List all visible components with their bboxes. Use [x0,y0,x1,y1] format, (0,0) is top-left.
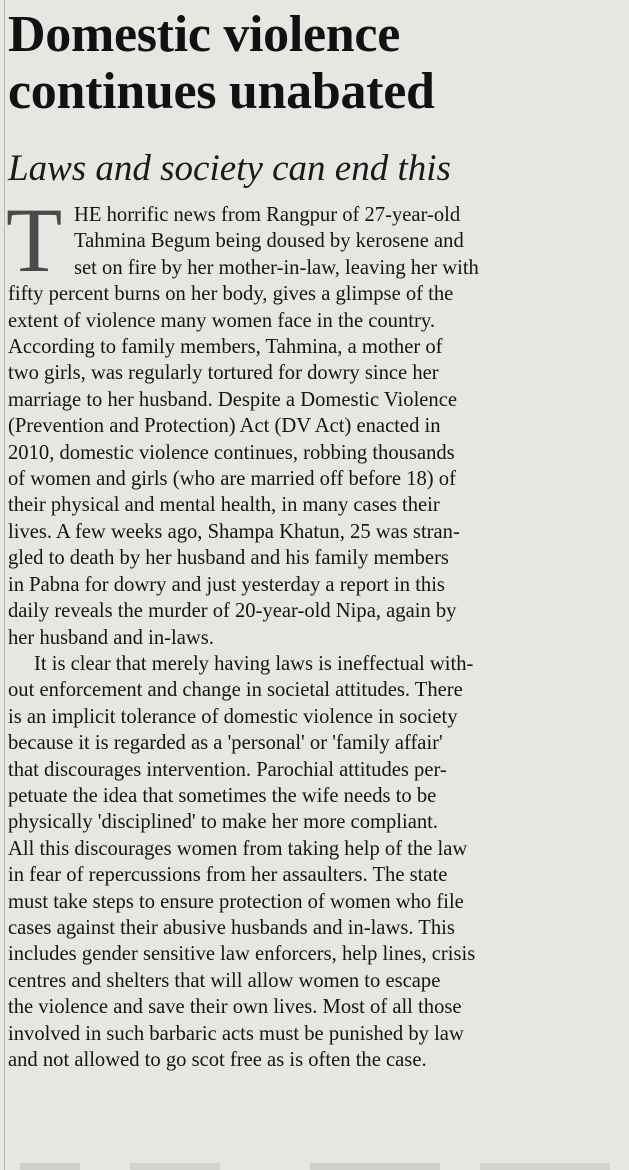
dropcap-block [6,189,620,291]
drop-cap: T [6,189,63,291]
article-body [6,189,620,1073]
standfirst: Laws and society can end this [8,148,451,189]
text-line: the violence and save their own lives. Most of all those [8,996,462,1019]
paragraph-1 [6,189,620,651]
text-line: fifty percent burns on her body, gives a glimpse of the [8,283,454,306]
headline-line: continues unabated [8,63,435,120]
text-line: daily reveals the murder of 20-year-old Nipa, again by [8,600,457,623]
text-line: (Prevention and Protection) Act (DV Act) enacted in [8,415,441,438]
text-line: According to family members, Tahmina, a mother of [8,336,443,359]
paragraph-2 [8,651,620,1074]
text-line: gled to death by her husband and his family members [8,547,449,570]
headline-line: Domestic violence [8,6,400,63]
text-line: her husband and in-laws. [8,626,214,649]
text-line: It is clear that merely having laws is ineffectual with- [34,652,474,675]
text-line: in fear of repercussions from her assaulters. The state [8,864,448,887]
text-line: is an implicit tolerance of domestic violence in society [8,705,458,728]
text-line: that discourages intervention. Parochial attitudes per- [8,758,447,781]
text-line: includes gender sensitive law enforcers, help lines, crisis [8,943,476,966]
text-line: All this discourages women from taking help of the law [8,837,468,860]
text-line: two girls, was regularly tortured for dowry since her [8,362,439,385]
text-line: must take steps to ensure protection of women who file [8,890,464,913]
text-line: HE horrific news from Rangpur of 27-year-old [74,204,461,226]
text-line: 2010, domestic violence continues, robbing thousands [8,441,455,464]
text-line: set on fire by her mother-in-law, leaving her with [74,256,479,279]
column-rule [4,0,5,1170]
headline [8,6,623,120]
text-line: lives. A few weeks ago, Shampa Khatun, 25 was stran- [8,520,460,543]
text-line: out enforcement and change in societal attitudes. There [8,679,463,702]
text-line: cases against their abusive husbands and in-laws. This [8,916,455,939]
text-line: of women and girls (who are married off before 18) of [8,468,456,491]
text-line: and not allowed to go scot free as is often the case. [8,1049,427,1071]
text-line: centres and shelters that will allow women to escape [8,969,441,992]
text-line: because it is regarded as a 'personal' or 'family affair' [8,732,443,755]
text-line: extent of violence many women face in the country. [8,309,435,332]
text-line: their physical and mental health, in many cases their [8,494,440,517]
text-line: petuate the idea that sometimes the wife needs to be [8,784,437,807]
text-line: involved in such barbaric acts must be punished by law [8,1022,464,1045]
next-article-cutoff [20,1163,610,1170]
text-line: physically 'disciplined' to make her more compliant. [8,811,439,834]
text-line: marriage to her husband. Despite a Domestic Violence [8,388,458,411]
text-line: in Pabna for dowry and just yesterday a report in this [8,573,445,596]
text-line: Tahmina Begum being doused by kerosene and [74,230,464,253]
